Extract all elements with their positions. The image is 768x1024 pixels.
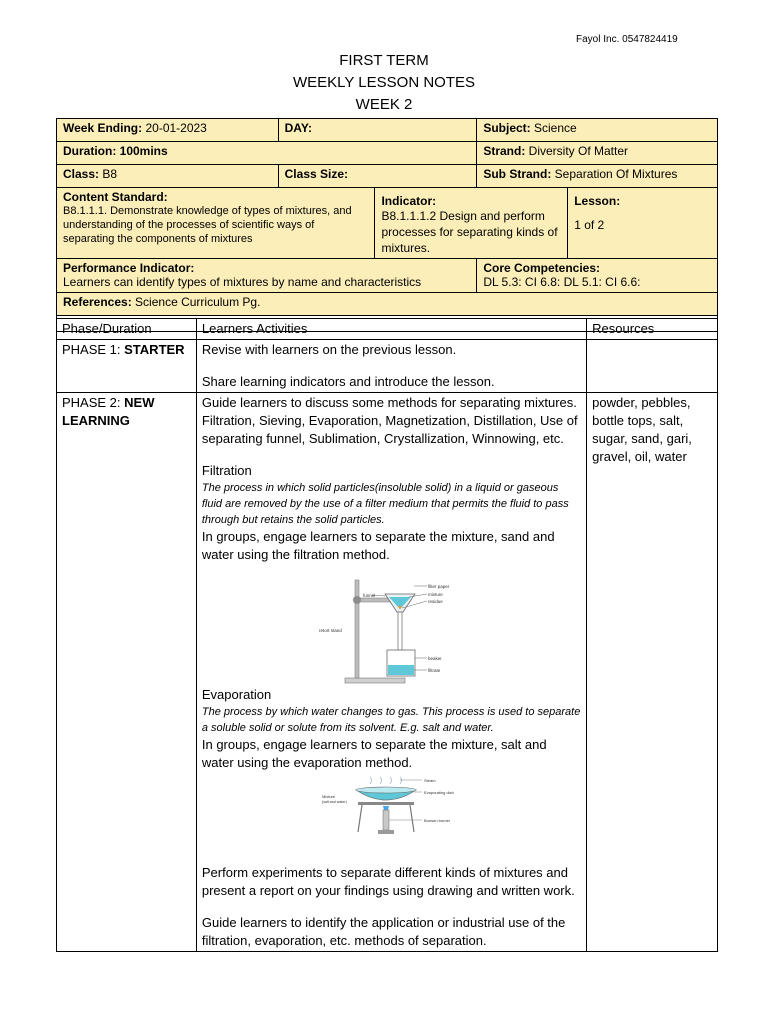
- performance-label: Performance Indicator:: [63, 261, 195, 275]
- label-evaporating-dish: Evaporating dish: [423, 790, 454, 795]
- label-bunsen-burner: Bunsen burner: [423, 818, 450, 823]
- guide-text: Guide learners to identify the application or industrial use of the filtration, evaporation, etc. methods of separation.: [201, 915, 566, 948]
- references-cell: [57, 293, 718, 316]
- filtration-diagram: [317, 570, 467, 686]
- week-ending-cell: [57, 119, 279, 142]
- strand-value: Diversity Of Matter: [528, 144, 629, 158]
- phase1-line1: Revise with learners on the previous lesson.: [201, 342, 457, 357]
- day-label: DAY:: [284, 121, 312, 135]
- references-value: Science Curriculum Pg.: [135, 295, 261, 309]
- core-competencies-value: DL 5.3: CI 6.8: DL 5.1: CI 6.6:: [483, 275, 641, 289]
- label-residue: residue: [427, 599, 443, 604]
- week-ending-label: Week Ending:: [63, 121, 143, 135]
- phase1-resources: [587, 340, 718, 393]
- col-activities-header: Learners Activities: [196, 319, 586, 340]
- phase1-name: STARTER: [124, 342, 185, 357]
- content-standard-value: B8.1.1.1. Demonstrate knowledge of types of mixtures, and understanding of the processes of scientific ways of separating the components of mixtures: [63, 205, 352, 245]
- label-beaker: beaker: [427, 656, 442, 661]
- phase2-prefix: PHASE 2:: [62, 395, 125, 410]
- phase2-resources: powder, pebbles, bottle tops, salt, sugar, sand, gari, gravel, oil, water: [587, 393, 718, 952]
- label-evap-mixture-sub: (salt and water): [321, 800, 347, 804]
- label-funnel: funnel: [362, 593, 375, 598]
- perform-text: Perform experiments to separate different kinds of mixtures and present a report on your findings using drawing and written work.: [201, 865, 575, 898]
- subject-cell: [477, 119, 718, 142]
- label-filter-paper: filter paper: [427, 584, 449, 589]
- company-contact: Fayol Inc. 0547824419: [576, 34, 678, 45]
- references-label: References:: [63, 295, 132, 309]
- strand-cell: [477, 142, 718, 165]
- indicator-cell: [375, 188, 568, 259]
- filtration-definition: The process in which solid particles(insoluble solid) in a liquid or gaseous fluid are removed by the use of a filter medium that permits the fluid to pass through but retains the solid particles.: [201, 482, 569, 526]
- label-evap-mixture: Mixture: [321, 794, 335, 799]
- phase1-line2: Share learning indicators and introduce the lesson.: [201, 374, 495, 389]
- sub-strand-label: Sub Strand:: [483, 167, 552, 181]
- content-standard-label: Content Standard:: [63, 190, 168, 204]
- phase1-activities: [196, 340, 586, 393]
- class-cell: [57, 165, 279, 188]
- class-size-cell: [278, 165, 477, 188]
- evaporation-definition: The process by which water changes to gas. This process is used to separate a soluble solid or solute from its solvent. E.g. salt and water.: [201, 706, 581, 734]
- label-filtrate: filtrate: [427, 668, 440, 673]
- activities-table: [56, 318, 718, 952]
- performance-value: Learners can identify types of mixtures by name and characteristics: [63, 275, 422, 289]
- duration-label: Duration: 100mins: [63, 144, 168, 158]
- core-competencies-cell: [477, 259, 718, 293]
- label-retort-stand: retort stand: [318, 628, 342, 633]
- label-steam: Steam: [423, 778, 436, 783]
- week-ending-value: 20-01-2023: [145, 121, 207, 135]
- sub-strand-cell: [477, 165, 718, 188]
- col-phase-header: Phase/Duration: [57, 319, 197, 340]
- class-value: B8: [102, 167, 118, 181]
- filtration-heading: Filtration: [201, 463, 252, 478]
- content-standard-cell: [57, 188, 375, 259]
- evaporation-heading: Evaporation: [201, 687, 272, 702]
- document-title: [0, 50, 768, 116]
- lesson-value: 1 of 2: [574, 218, 605, 232]
- day-cell: [278, 119, 477, 142]
- filtration-task: In groups, engage learners to separate the mixture, sand and water using the filtration method.: [201, 529, 555, 562]
- lesson-label: Lesson:: [574, 194, 621, 208]
- lesson-info-table: [56, 118, 718, 332]
- performance-cell: [57, 259, 477, 293]
- core-competencies-label: Core Competencies:: [483, 261, 601, 275]
- phase1-cell: [57, 340, 197, 393]
- title-term: FIRST TERM: [339, 52, 429, 69]
- class-label: Class:: [63, 167, 100, 181]
- phase1-prefix: PHASE 1:: [62, 342, 125, 357]
- col-resources-header: Resources: [587, 319, 718, 340]
- indicator-label: Indicator:: [381, 194, 437, 208]
- sub-strand-value: Separation Of Mixtures: [554, 167, 678, 181]
- subject-label: Subject:: [483, 121, 531, 135]
- indicator-value: B8.1.1.1.2 Design and perform processes for separating kinds of mixtures.: [381, 209, 558, 255]
- phase2-name: NEW LEARNING: [62, 395, 155, 428]
- duration-cell: [57, 142, 477, 165]
- label-mixture: mixture: [427, 592, 443, 597]
- class-size-label: Class Size:: [284, 167, 349, 181]
- lesson-cell: [568, 188, 718, 259]
- evaporation-task: In groups, engage learners to separate the mixture, salt and water using the evaporation method.: [201, 737, 547, 770]
- strand-label: Strand:: [483, 144, 526, 158]
- evaporation-diagram: [322, 776, 462, 844]
- phase2-intro: Guide learners to discuss some methods for separating mixtures. Filtration, Sieving, Evaporation, Magnetization, Distillation, Use of separating funnel, Sublimation, Crystallization, Winnowing, etc.: [201, 395, 578, 446]
- title-notes: WEEKLY LESSON NOTES: [293, 74, 475, 91]
- subject-value: Science: [534, 121, 577, 135]
- title-week: WEEK 2: [355, 96, 413, 113]
- phase2-activities: [196, 393, 586, 952]
- phase2-cell: [57, 393, 197, 952]
